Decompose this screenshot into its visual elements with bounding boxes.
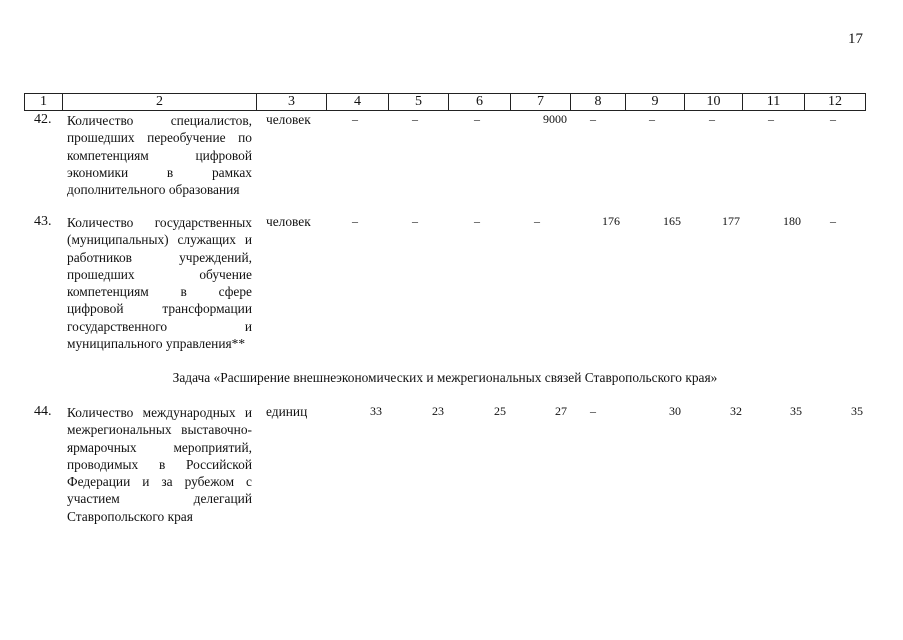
header-cell: 8 [571,94,626,111]
value-cell: – [709,112,715,126]
value-cell: – [474,214,480,228]
value-cell: – [412,214,418,228]
value-cell: – [412,112,418,126]
value-cell: – [534,214,540,228]
value-cell: 35 [790,404,802,418]
row-number: 44. [34,404,52,419]
header-cell: 4 [327,94,389,111]
header-cell: 2 [63,94,257,111]
header-cell: 1 [25,94,63,111]
value-cell: 165 [663,214,681,228]
value-cell: – [649,112,655,126]
value-cell: 23 [432,404,444,418]
value-cell: 35 [851,404,863,418]
value-cell: 180 [783,214,801,228]
row-number: 43. [34,214,52,229]
value-cell: – [830,214,836,228]
task-heading: Задача «Расширение внешнеэкономических и межрегиональных связей Ставропольского края» [172,370,718,385]
indicator-name: Количество специалистов, прошедших переобучение по компетенциям цифровой экономики в рамках дополнительного образования [67,113,252,198]
column-header-table [24,93,866,111]
value-cell: – [352,214,358,228]
value-cell: – [590,404,596,418]
value-cell: 27 [555,404,567,418]
value-cell: 176 [602,214,620,228]
value-cell: – [474,112,480,126]
value-cell: 177 [722,214,740,228]
header-row [25,94,866,111]
header-cell: 5 [389,94,449,111]
value-cell: – [768,112,774,126]
value-cell: 30 [669,404,681,418]
value-cell: 9000 [543,112,567,126]
value-cell: 32 [730,404,742,418]
header-cell: 3 [257,94,327,111]
unit-cell: единиц [266,404,308,419]
indicator-name: Количество государственных (муниципальных) служащих и работников учреждений, прошедших обучение компетенциям в сфере цифровой трансформации государственного и муниципального управления** [67,215,252,352]
value-cell: – [352,112,358,126]
page-number: 17 [848,31,863,47]
indicator-name: Количество международных и межрегиональных выставочно-ярмарочных мероприятий, проводимых в Российской Федерации и за рубежом с участием делегаций Ставропольского края [67,405,252,524]
header-cell: 7 [511,94,571,111]
value-cell: 25 [494,404,506,418]
value-cell: 33 [370,404,382,418]
unit-cell: человек [266,214,311,229]
header-cell: 6 [449,94,511,111]
row-number: 42. [34,112,52,127]
header-cell: 11 [743,94,805,111]
header-cell: 9 [626,94,685,111]
header-cell: 12 [805,94,866,111]
unit-cell: человек [266,112,311,127]
value-cell: – [590,112,596,126]
header-cell: 10 [685,94,743,111]
value-cell: – [830,112,836,126]
